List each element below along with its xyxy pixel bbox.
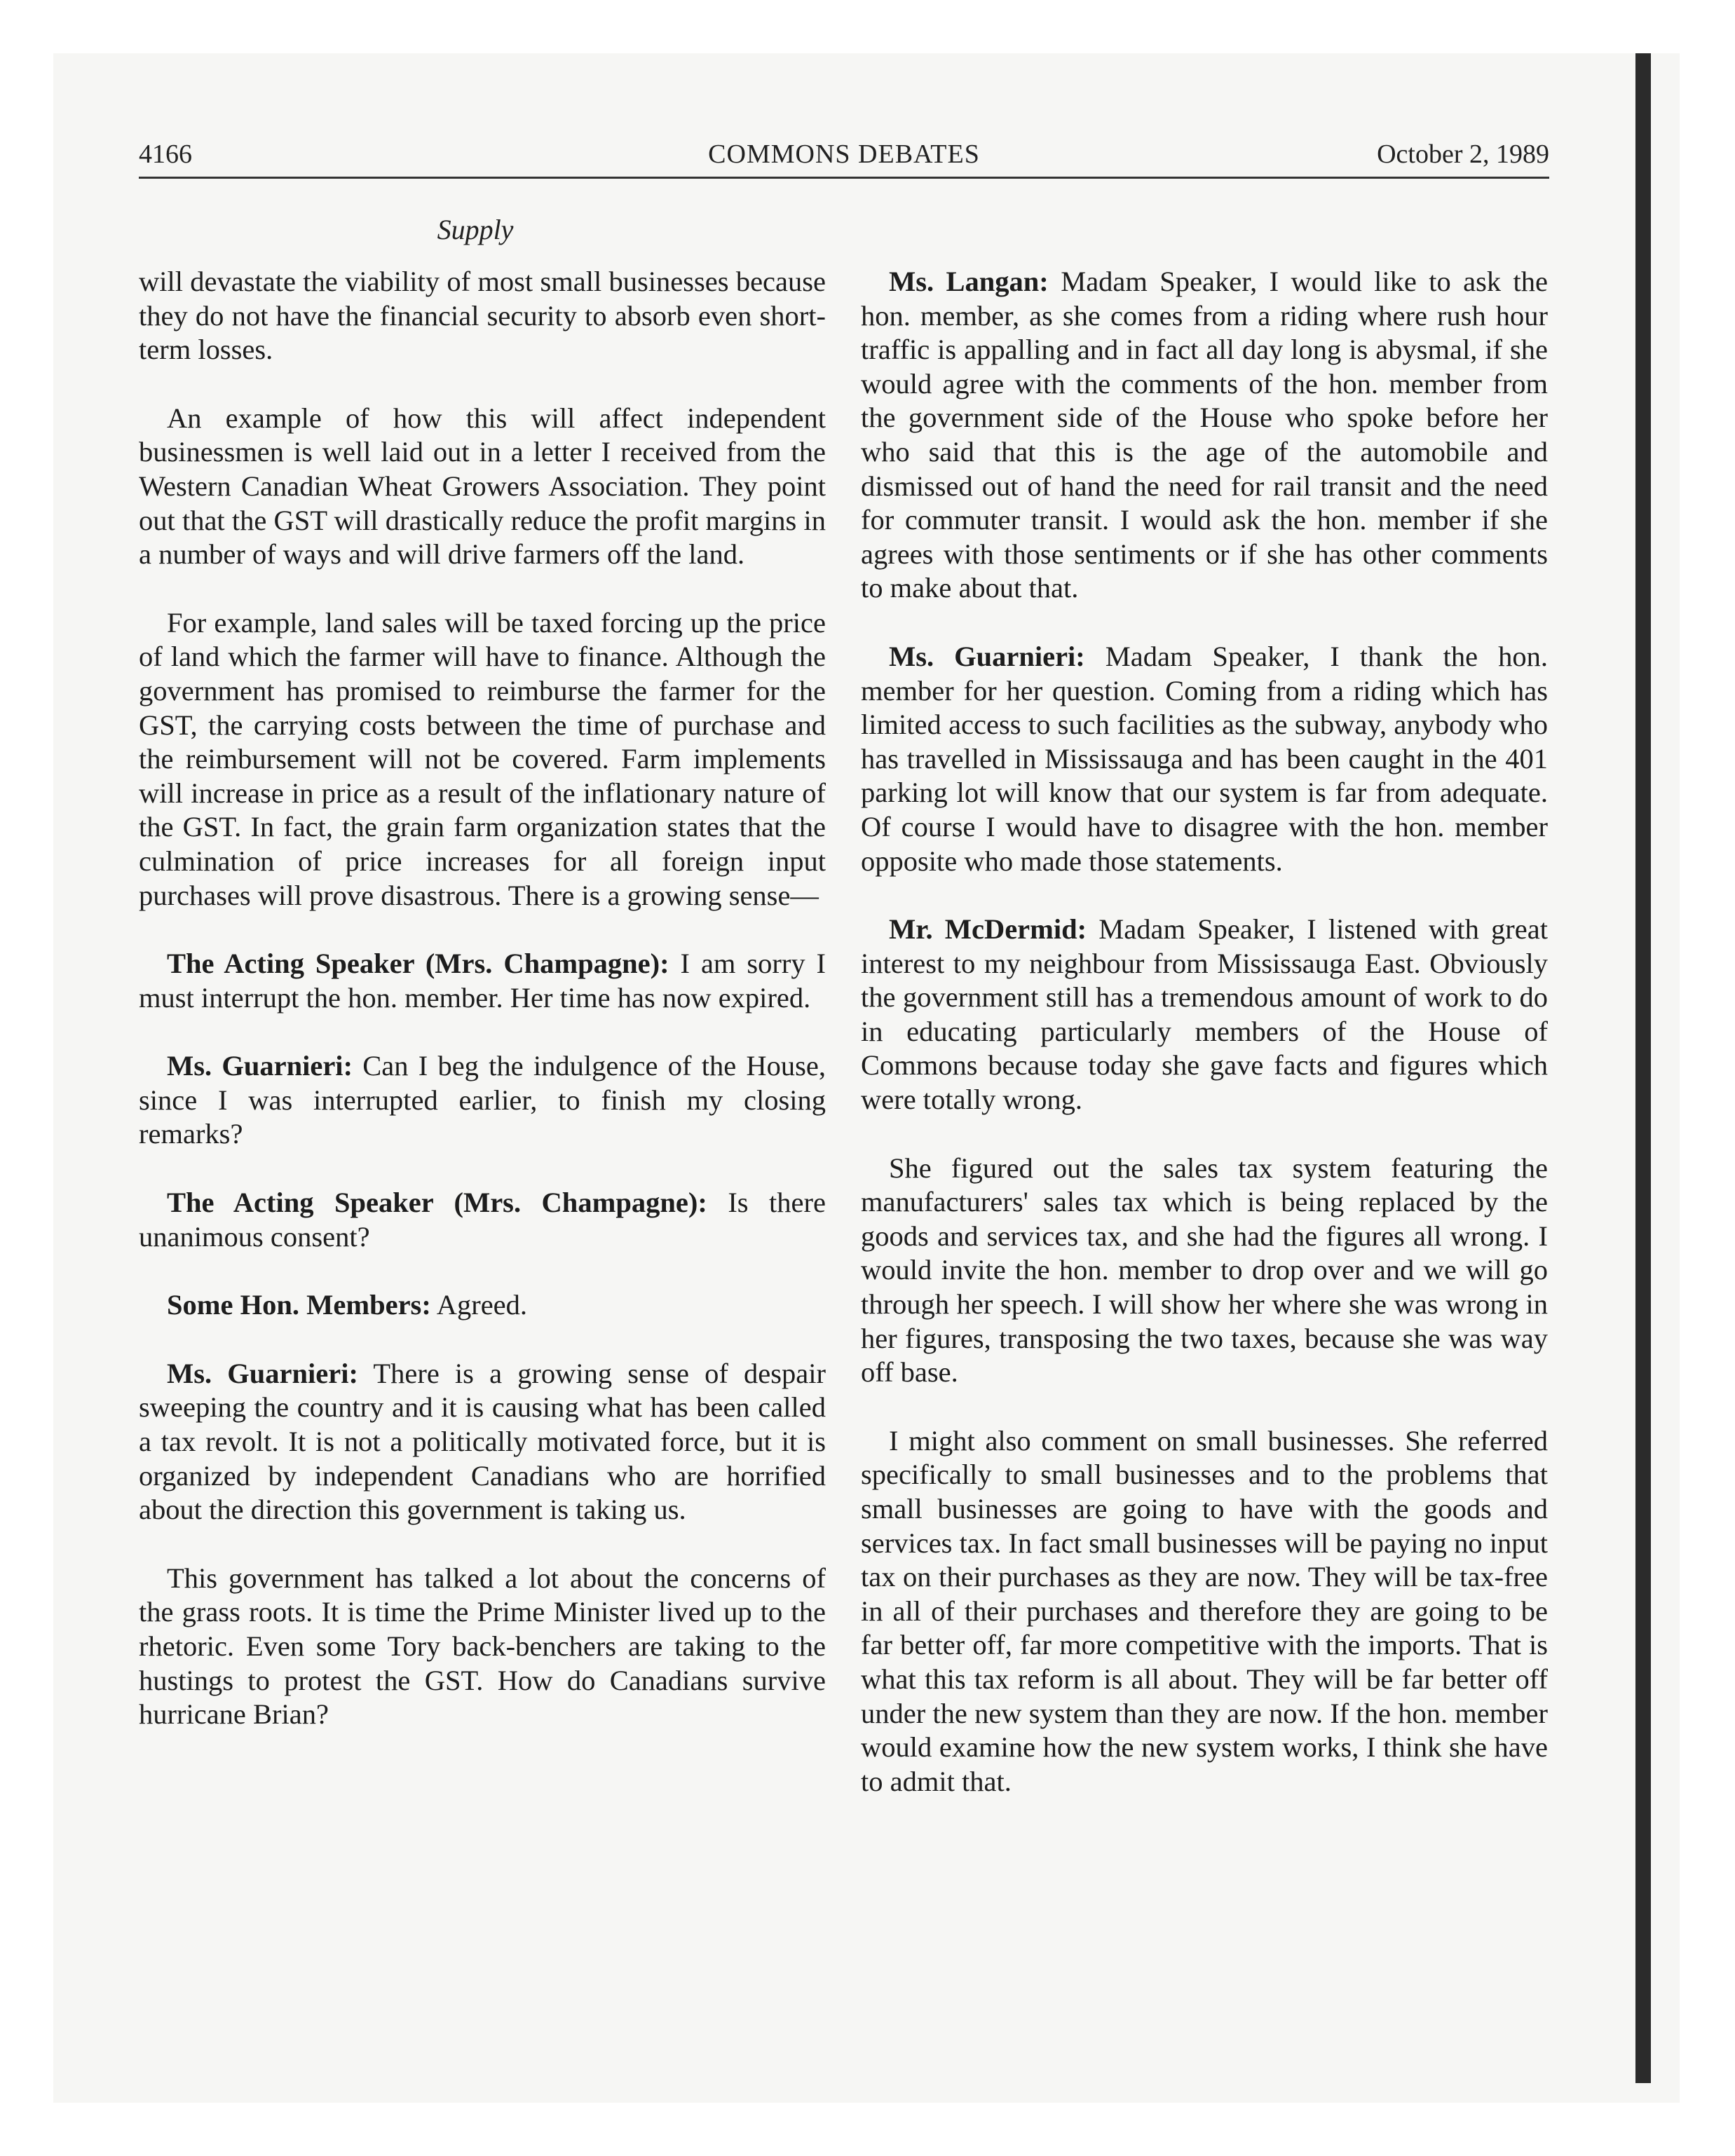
left-column bbox=[139, 265, 826, 1766]
paragraph-text: Is there unanimous consent? bbox=[139, 1187, 826, 1253]
page-header bbox=[139, 139, 1549, 181]
paragraph bbox=[861, 913, 1548, 1117]
paragraph-text: Can I beg the indulgence of the House, since I was interrupted earlier, to finish my closing remarks? bbox=[139, 1050, 826, 1150]
paragraph-text: will devastate the viability of most small businesses because they do not have the financial security to absorb even short-term losses. bbox=[139, 266, 826, 366]
paragraph-text: Agreed. bbox=[430, 1289, 528, 1321]
paragraph-text: An example of how this will affect independent businessmen is well laid out in a letter I received from the Western Canadian Wheat Growers Association. They point out that the GST will drastically reduce the profit margins in a number of ways and will drive farmers off the land. bbox=[139, 402, 826, 571]
paragraph bbox=[139, 1049, 826, 1152]
scan-edge-shadow bbox=[1635, 53, 1651, 2083]
paragraph bbox=[861, 1424, 1548, 1799]
paragraph-text: This government has talked a lot about the concerns of the grass roots. It is time the Prime Minister lived up to the rhetoric. Even some Tory back-benchers are taking to the hustings to protest the GST. How do Canadians survive hurricane Brian? bbox=[139, 1562, 826, 1731]
section-title: Supply bbox=[437, 214, 514, 245]
speaker-name: Ms. Guarnieri: bbox=[889, 640, 1085, 672]
header-date: October 2, 1989 bbox=[1377, 139, 1549, 169]
paragraph bbox=[139, 402, 826, 572]
paragraph bbox=[861, 640, 1548, 878]
paragraph-text: I might also comment on small businesses. She referred specifically to small businesses and to the problems that small businesses are going to have with the goods and services tax. In fact small businesses will be paying no input tax on their purchases as they are now. They will be tax-free in all of their purchases and therefore they are going to be far better off, far more competitive with the imports. That is what this tax reform is all about. They will be far better off under the new system than they are now. If the hon. member would examine how the new system works, I think she have to admit that. bbox=[861, 1424, 1548, 1797]
paragraph bbox=[861, 1152, 1548, 1390]
paragraph bbox=[139, 1357, 826, 1527]
header-rule bbox=[139, 177, 1549, 179]
paragraph-text: She figured out the sales tax system featuring the manufacturers' sales tax which is being replaced by the goods and services tax, and she had the figures all wrong. I would invite the hon. member to drop over and we will go through her speech. I will show her where she was wrong in her figures, transposing the two taxes, because she was way off base. bbox=[861, 1152, 1548, 1389]
paragraph bbox=[139, 265, 826, 367]
paragraph-text: For example, land sales will be taxed forcing up the price of land which the farmer will have to finance. Although the government has promised to reimburse the farmer for the GST, the carrying costs between the time of purchase and the reimbursement will not be covered. Farm implements will increase in price as a result of the inflationary nature of the GST. In fact, the grain farm organization states that the culmination of price increases for all foreign input purchases will prove disastrous. There is a growing sense— bbox=[139, 606, 826, 911]
speaker-name: The Acting Speaker (Mrs. Champagne): bbox=[167, 948, 669, 980]
speaker-name: Some Hon. Members: bbox=[167, 1289, 431, 1321]
paragraph-text: There is a growing sense of despair sweeping the country and it is causing what has been called a tax revolt. It is not a politically motivated force, but it is organized by independent Canadians who are horrified about the direction this government is taking us. bbox=[139, 1357, 826, 1526]
paragraph bbox=[139, 1288, 826, 1323]
paragraph bbox=[139, 947, 826, 1015]
speaker-name: Ms. Langan: bbox=[889, 266, 1049, 297]
paragraph bbox=[139, 606, 826, 913]
right-column bbox=[861, 265, 1548, 1833]
speaker-name: Mr. McDermid: bbox=[889, 913, 1087, 946]
paragraph-text: I am sorry I must interrupt the hon. member. Her time has now expired. bbox=[139, 948, 826, 1014]
paragraph bbox=[861, 265, 1548, 606]
paragraph bbox=[139, 1562, 826, 1732]
paragraph-text: Madam Speaker, I listened with great interest to my neighbour from Mississauga East. Obviously the government still has a tremendous amount of work to do in educating particularly members of the House of Commons because today she gave facts and figures which were totally wrong. bbox=[861, 913, 1549, 1116]
paragraph-text: Madam Speaker, I would like to ask the hon. member, as she comes from a riding where rush hour traffic is appalling and in fact all day long is abysmal, if she would agree with the comments of the hon. member from the government side of the House who spoke before her who said that this is the age of the automobile and dismissed out of hand the need for rail transit and the need for commuter transit. I would ask the hon. member if she agrees with those sentiments or if she has other comments to make about that. bbox=[861, 266, 1549, 604]
paragraph-text: Madam Speaker, I thank the hon. member for her question. Coming from a riding which has limited access to such facilities as the subway, anybody who has travelled in Mississauga and has been caught in the 401 parking lot will know that our system is far from adequate. Of course I would have to disagree with the hon. member opposite who made those statements. bbox=[861, 640, 1548, 877]
speaker-name: Ms. Guarnieri: bbox=[167, 1357, 358, 1389]
publication-title: COMMONS DEBATES bbox=[708, 139, 980, 169]
speaker-name: Ms. Guarnieri: bbox=[167, 1050, 353, 1082]
paragraph bbox=[139, 1186, 826, 1254]
speaker-name: The Acting Speaker (Mrs. Champagne): bbox=[167, 1187, 707, 1219]
page-number: 4166 bbox=[139, 139, 192, 169]
